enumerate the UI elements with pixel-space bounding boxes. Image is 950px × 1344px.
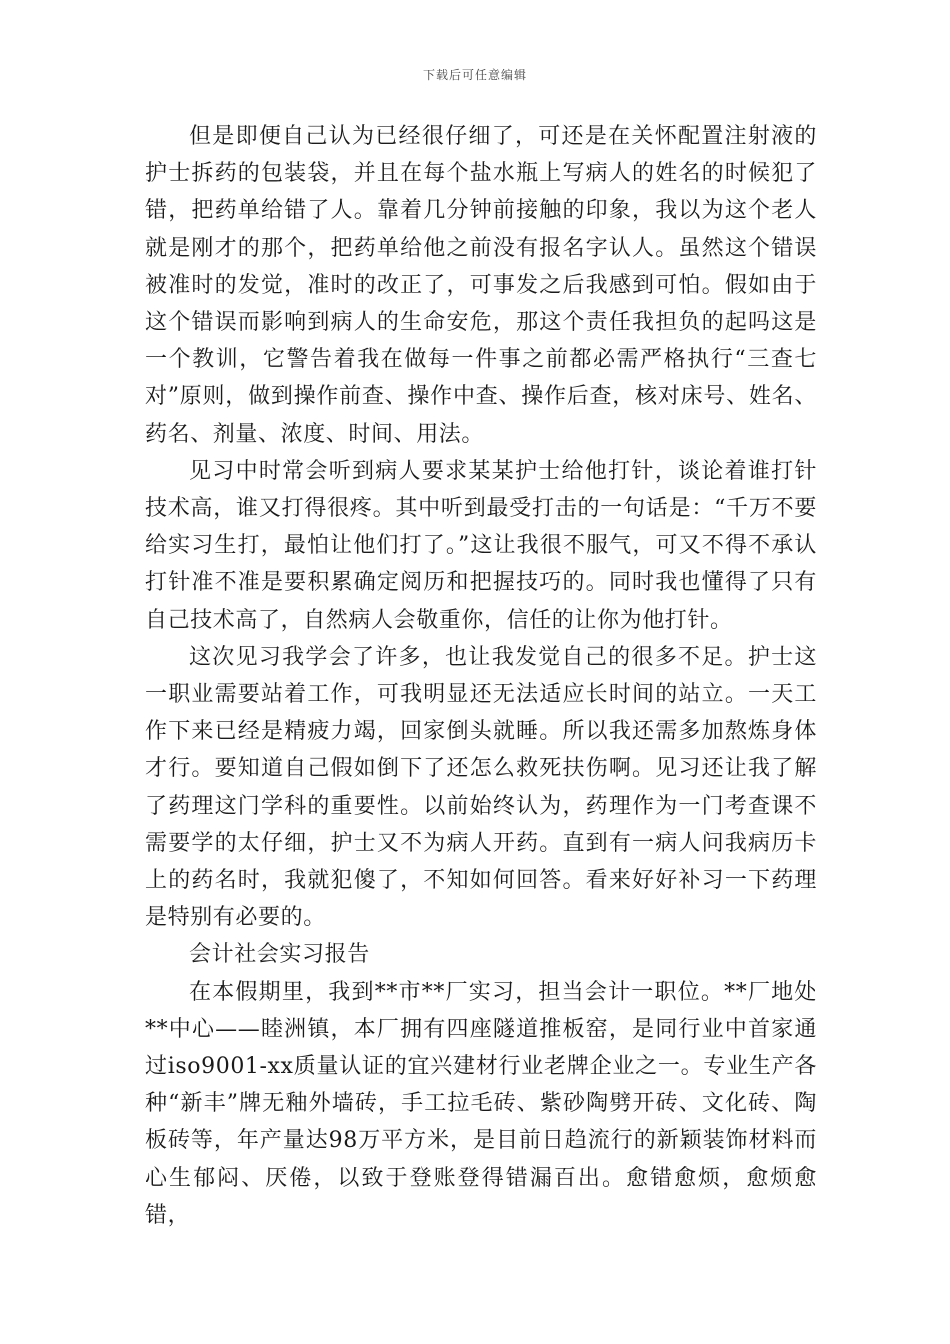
header-note: 下载后可任意编辑: [422, 68, 527, 82]
paragraph: 见习中时常会听到病人要求某某护士给他打针，谈论着谁打针技术高，谁又打得很疼。其中听到最受打击的一句话是：“千万不要给实习生打，最怕让他们打了。”这让我很不服气，可又不得不承认打针准不准是要积累确定阅历和把握技巧的。同时我也懂得了只有自己技术高了，自然病人会敬重你，信任的让你为他打针。: [145, 458, 817, 633]
paragraph: 在本假期里，我到**市**厂实习，担当会计一职位。**厂地处**中心——睦洲镇，本厂拥有四座隧道推板窑，是同行业中首家通过iso9001-xx质量认证的宜兴建材行业老牌企业之一。专业生产各种“新丰”牌无釉外墙砖，手工拉毛砖、紫砂陶劈开砖、文化砖、陶板砖等，年产量达98万平方米，是目前日趋流行的新颖装饰材料而心生郁闷、厌倦，以致于登账登得错漏百出。愈错愈烦，愈烦愈错，: [145, 979, 817, 1228]
section-heading: 会计社会实习报告: [189, 942, 370, 968]
paragraph: 这次见习我学会了许多，也让我发觉自己的很多不足。护士这一职业需要站着工作，可我明显还无法适应长时间的站立。一天工作下来已经是精疲力竭，回家倒头就睡。所以我还需多加熬炼身体才行。要知道自己假如倒下了还怎么救死扶伤啊。见习还让我了解了药理这门学科的重要性。以前始终认为，药理作为一门考查课不需要学的太仔细，护士又不为病人开药。直到有一病人问我病历卡上的药名时，我就犯傻了，不知如何回答。看来好好补习一下药理是特别有必要的。: [145, 644, 817, 931]
document-body: [145, 118, 817, 1234]
paragraph: 但是即便自己认为已经很仔细了，可还是在关怀配置注射液的护士拆药的包装袋，并且在每个盐水瓶上写病人的姓名的时候犯了错，把药单给错了人。靠着几分钟前接触的印象，我以为这个老人就是刚才的那个，把药单给他之前没有报名字认人。虽然这个错误被准时的发觉，准时的改正了，可事发之后我感到可怕。假如由于这个错误而影响到病人的生命安危，那这个责任我担负的起吗这是一个教训，它警告着我在做每一件事之前都必需严格执行“三查七对”原则，做到操作前查、操作中查、操作后查，核对床号、姓名、药名、剂量、浓度、时间、用法。: [145, 124, 817, 447]
